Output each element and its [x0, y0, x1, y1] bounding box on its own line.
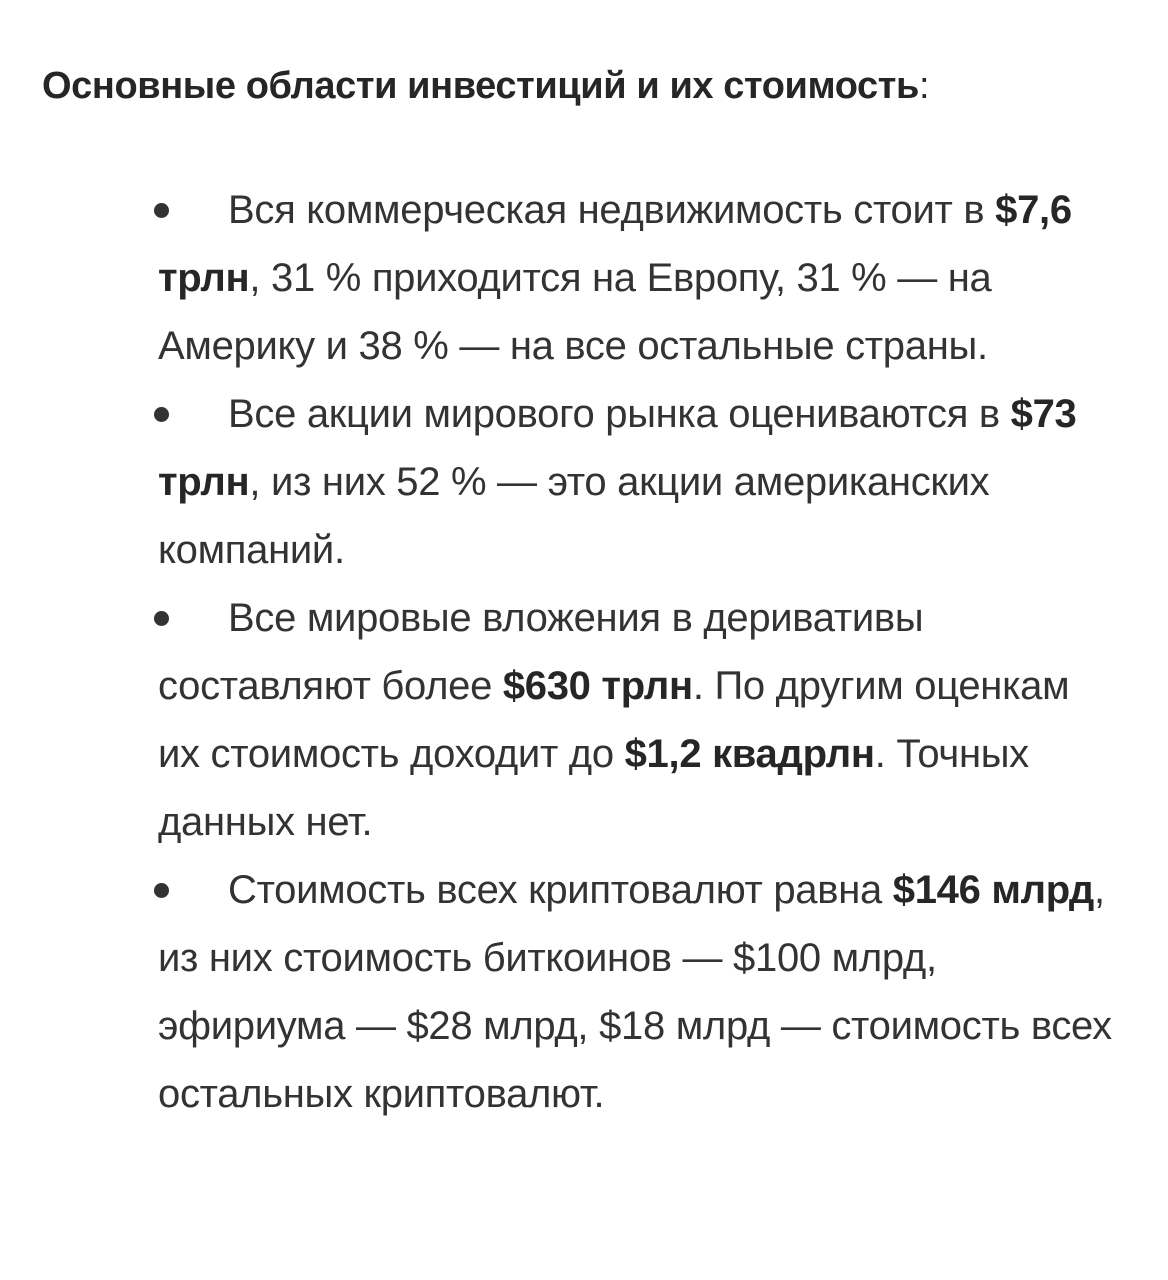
investment-list	[158, 176, 1118, 1128]
bullet-icon	[154, 407, 169, 422]
heading-colon: :	[918, 65, 930, 107]
list-item-derivatives	[158, 584, 1118, 856]
item-text: , 31 % приходится на Европу, 31 % — на Америку и 38 % — на все остальные страны.	[158, 256, 992, 368]
item-text: . По другим оценкам их стоимость доходит до	[158, 664, 1070, 776]
item-text: , из них стоимость биткоинов — $100 млрд, эфириума — $28 млрд, $18 млрд — стоимость всех остальных криптовалют.	[158, 868, 1112, 1116]
item-value-bold: $146 млрд	[892, 868, 1094, 912]
item-text: Все мировые вложения в деривативы составляют более	[158, 596, 924, 708]
item-value-bold: $1,2 квадрлн	[624, 732, 875, 776]
item-value-bold: $73 трлн	[158, 392, 1077, 504]
item-value-bold: $7,6 трлн	[158, 188, 1072, 300]
heading-text: Основные области инвестиций и их стоимость	[42, 65, 919, 107]
bullet-icon	[154, 883, 169, 898]
list-item-cryptocurrencies	[158, 856, 1118, 1128]
bullet-icon	[154, 203, 169, 218]
list-item-stocks	[158, 380, 1118, 584]
item-value-bold: $630 трлн	[502, 664, 693, 708]
bullet-icon	[154, 611, 169, 626]
item-text: , из них 52 % — это акции американских компаний.	[158, 460, 990, 572]
item-text: Все акции мирового рынка оцениваются в	[228, 392, 1011, 436]
list-item-commercial-real-estate	[158, 176, 1118, 380]
item-text: Стоимость всех криптовалют равна	[228, 868, 893, 912]
article-heading	[42, 58, 1142, 114]
item-text: Вся коммерческая недвижимость стоит в	[228, 188, 996, 232]
item-text: . Точных данных нет.	[158, 732, 1029, 844]
